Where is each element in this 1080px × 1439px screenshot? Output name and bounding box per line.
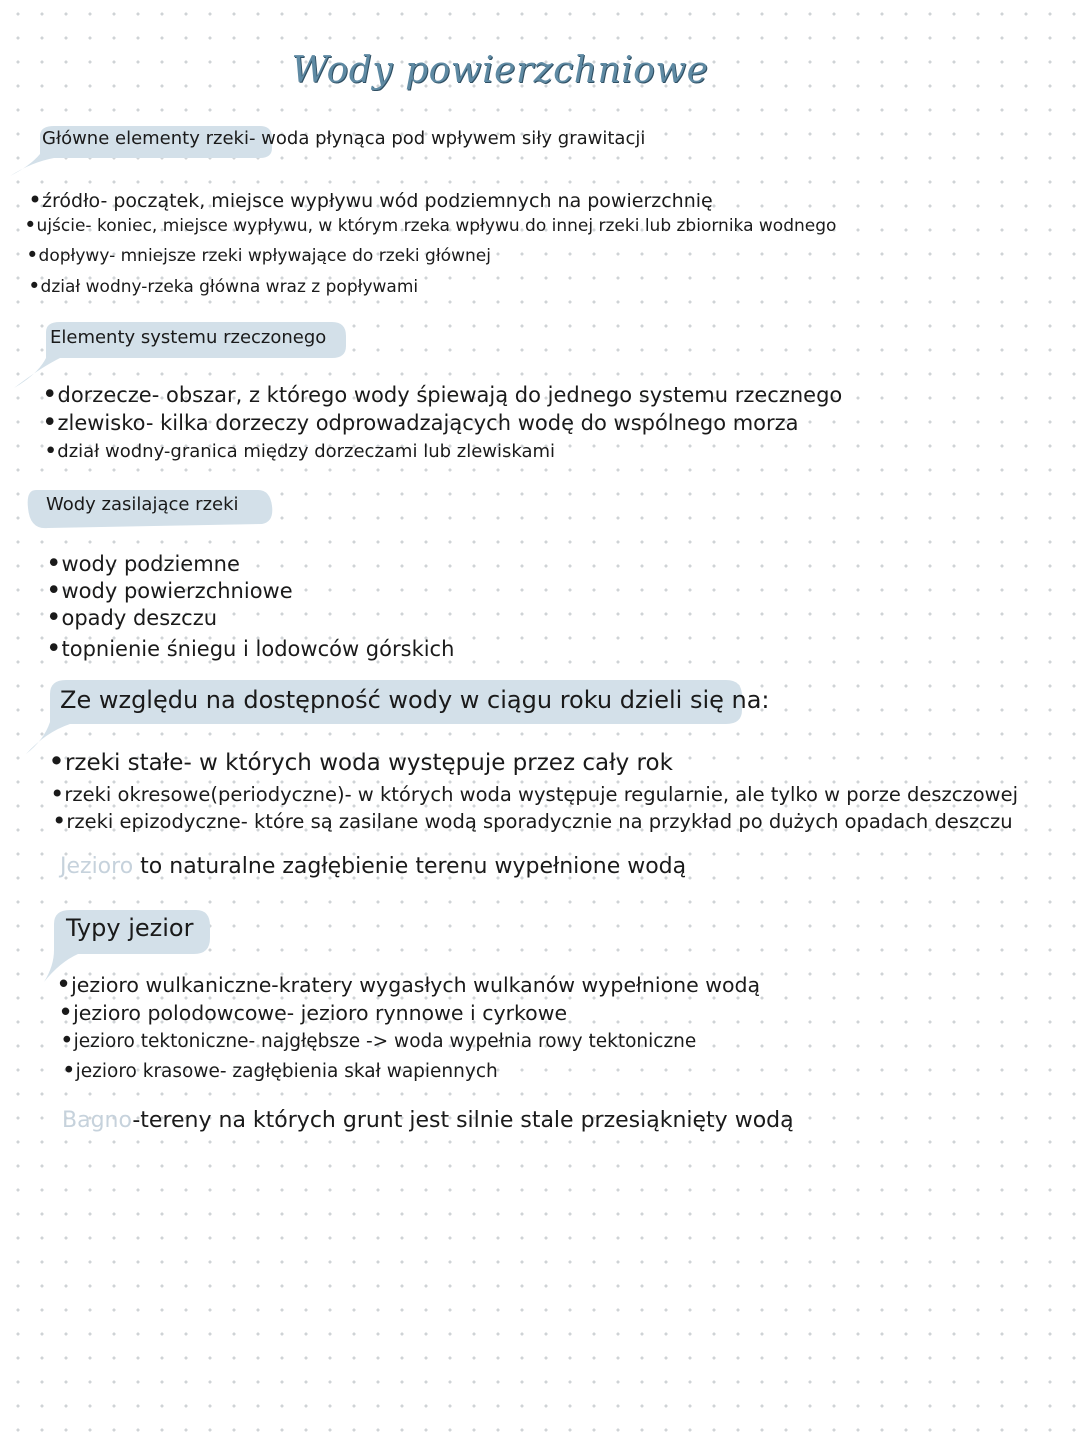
section-heading-label: Ze względu na dostępność wody w ciągu roku dzieli się na:	[60, 686, 770, 714]
list-item: • rzeki stałe- w których woda występuje przez cały rok	[48, 744, 673, 778]
section-heading-label: Główne elementy rzeki	[42, 128, 249, 149]
section-heading-river-supply	[26, 484, 276, 532]
definition-text: -tereny na których grunt jest silnie stale przesiąknięty wodą	[132, 1108, 794, 1133]
list-item: • dorzecze- obszar, z którego wody śpiewają do jednego systemu rzecznego	[42, 380, 842, 410]
definition-term: Jezioro	[60, 854, 134, 879]
list-item: • zlewisko- kilka dorzeczy odprowadzających wodę do wspólnego morza	[42, 408, 799, 438]
swamp-definition	[62, 1108, 794, 1133]
list-item: • źródło- początek, miejsce wypływu wód podziemnych na powierzchnię	[28, 186, 713, 214]
list-item: • rzeki epizodyczne- które są zasilane wodą sporadycznie na przykład po dużych opadach deszczu	[52, 806, 1013, 835]
page-title: Wody powierzchniowe	[291, 50, 709, 91]
list-item: • rzeki okresowe(periodyczne)- w których woda występuje regularnie, ale tylko w porze deszczowej	[50, 779, 1018, 808]
list-item: • wody podziemne	[46, 549, 240, 579]
list-item: • dopływy- mniejsze rzeki wpływające do rzeki głównej	[26, 243, 491, 268]
definition-term: Bagno	[62, 1108, 133, 1133]
list-item: • jezioro krasowe- zagłębienia skał wapiennych	[62, 1058, 498, 1084]
list-item: • wody powierzchniowe	[46, 576, 293, 606]
list-item: • topnienie śniegu i lodowców górskich	[46, 634, 454, 664]
definition-text: to naturalne zagłębienie terenu wypełnione wodą	[133, 854, 687, 879]
list-item: • dział wodny-granica między dorzeczami lub zlewiskami	[44, 438, 555, 464]
section-heading-label: Elementy systemu rzeczonego	[50, 327, 327, 348]
list-item: • jezioro polodowcowe- jezioro rynnowe i cyrkowe	[58, 998, 567, 1028]
list-item: • ujście- koniec, miejsce wypływu, w którym rzeka wpływu do innej rzeki lub zbiornika wodnego	[24, 213, 836, 238]
lake-definition	[60, 854, 686, 879]
list-item: • jezioro tektoniczne- najgłębsze -> woda wypełnia rowy tektoniczne	[60, 1028, 696, 1054]
list-item: • jezioro wulkaniczne-kratery wygasłych wulkanów wypełnione wodą	[56, 970, 760, 1000]
section-heading-label: Wody zasilające rzeki	[46, 494, 239, 515]
section-heading-main-elements	[10, 118, 690, 178]
list-item: • dział wodny-rzeka główna wraz z popływami	[28, 274, 418, 299]
list-item: • opady deszczu	[46, 603, 217, 633]
section-heading-rest: - woda płynąca pod wpływem siły grawitacji	[248, 128, 646, 149]
section-heading-label: Typy jezior	[66, 914, 194, 942]
